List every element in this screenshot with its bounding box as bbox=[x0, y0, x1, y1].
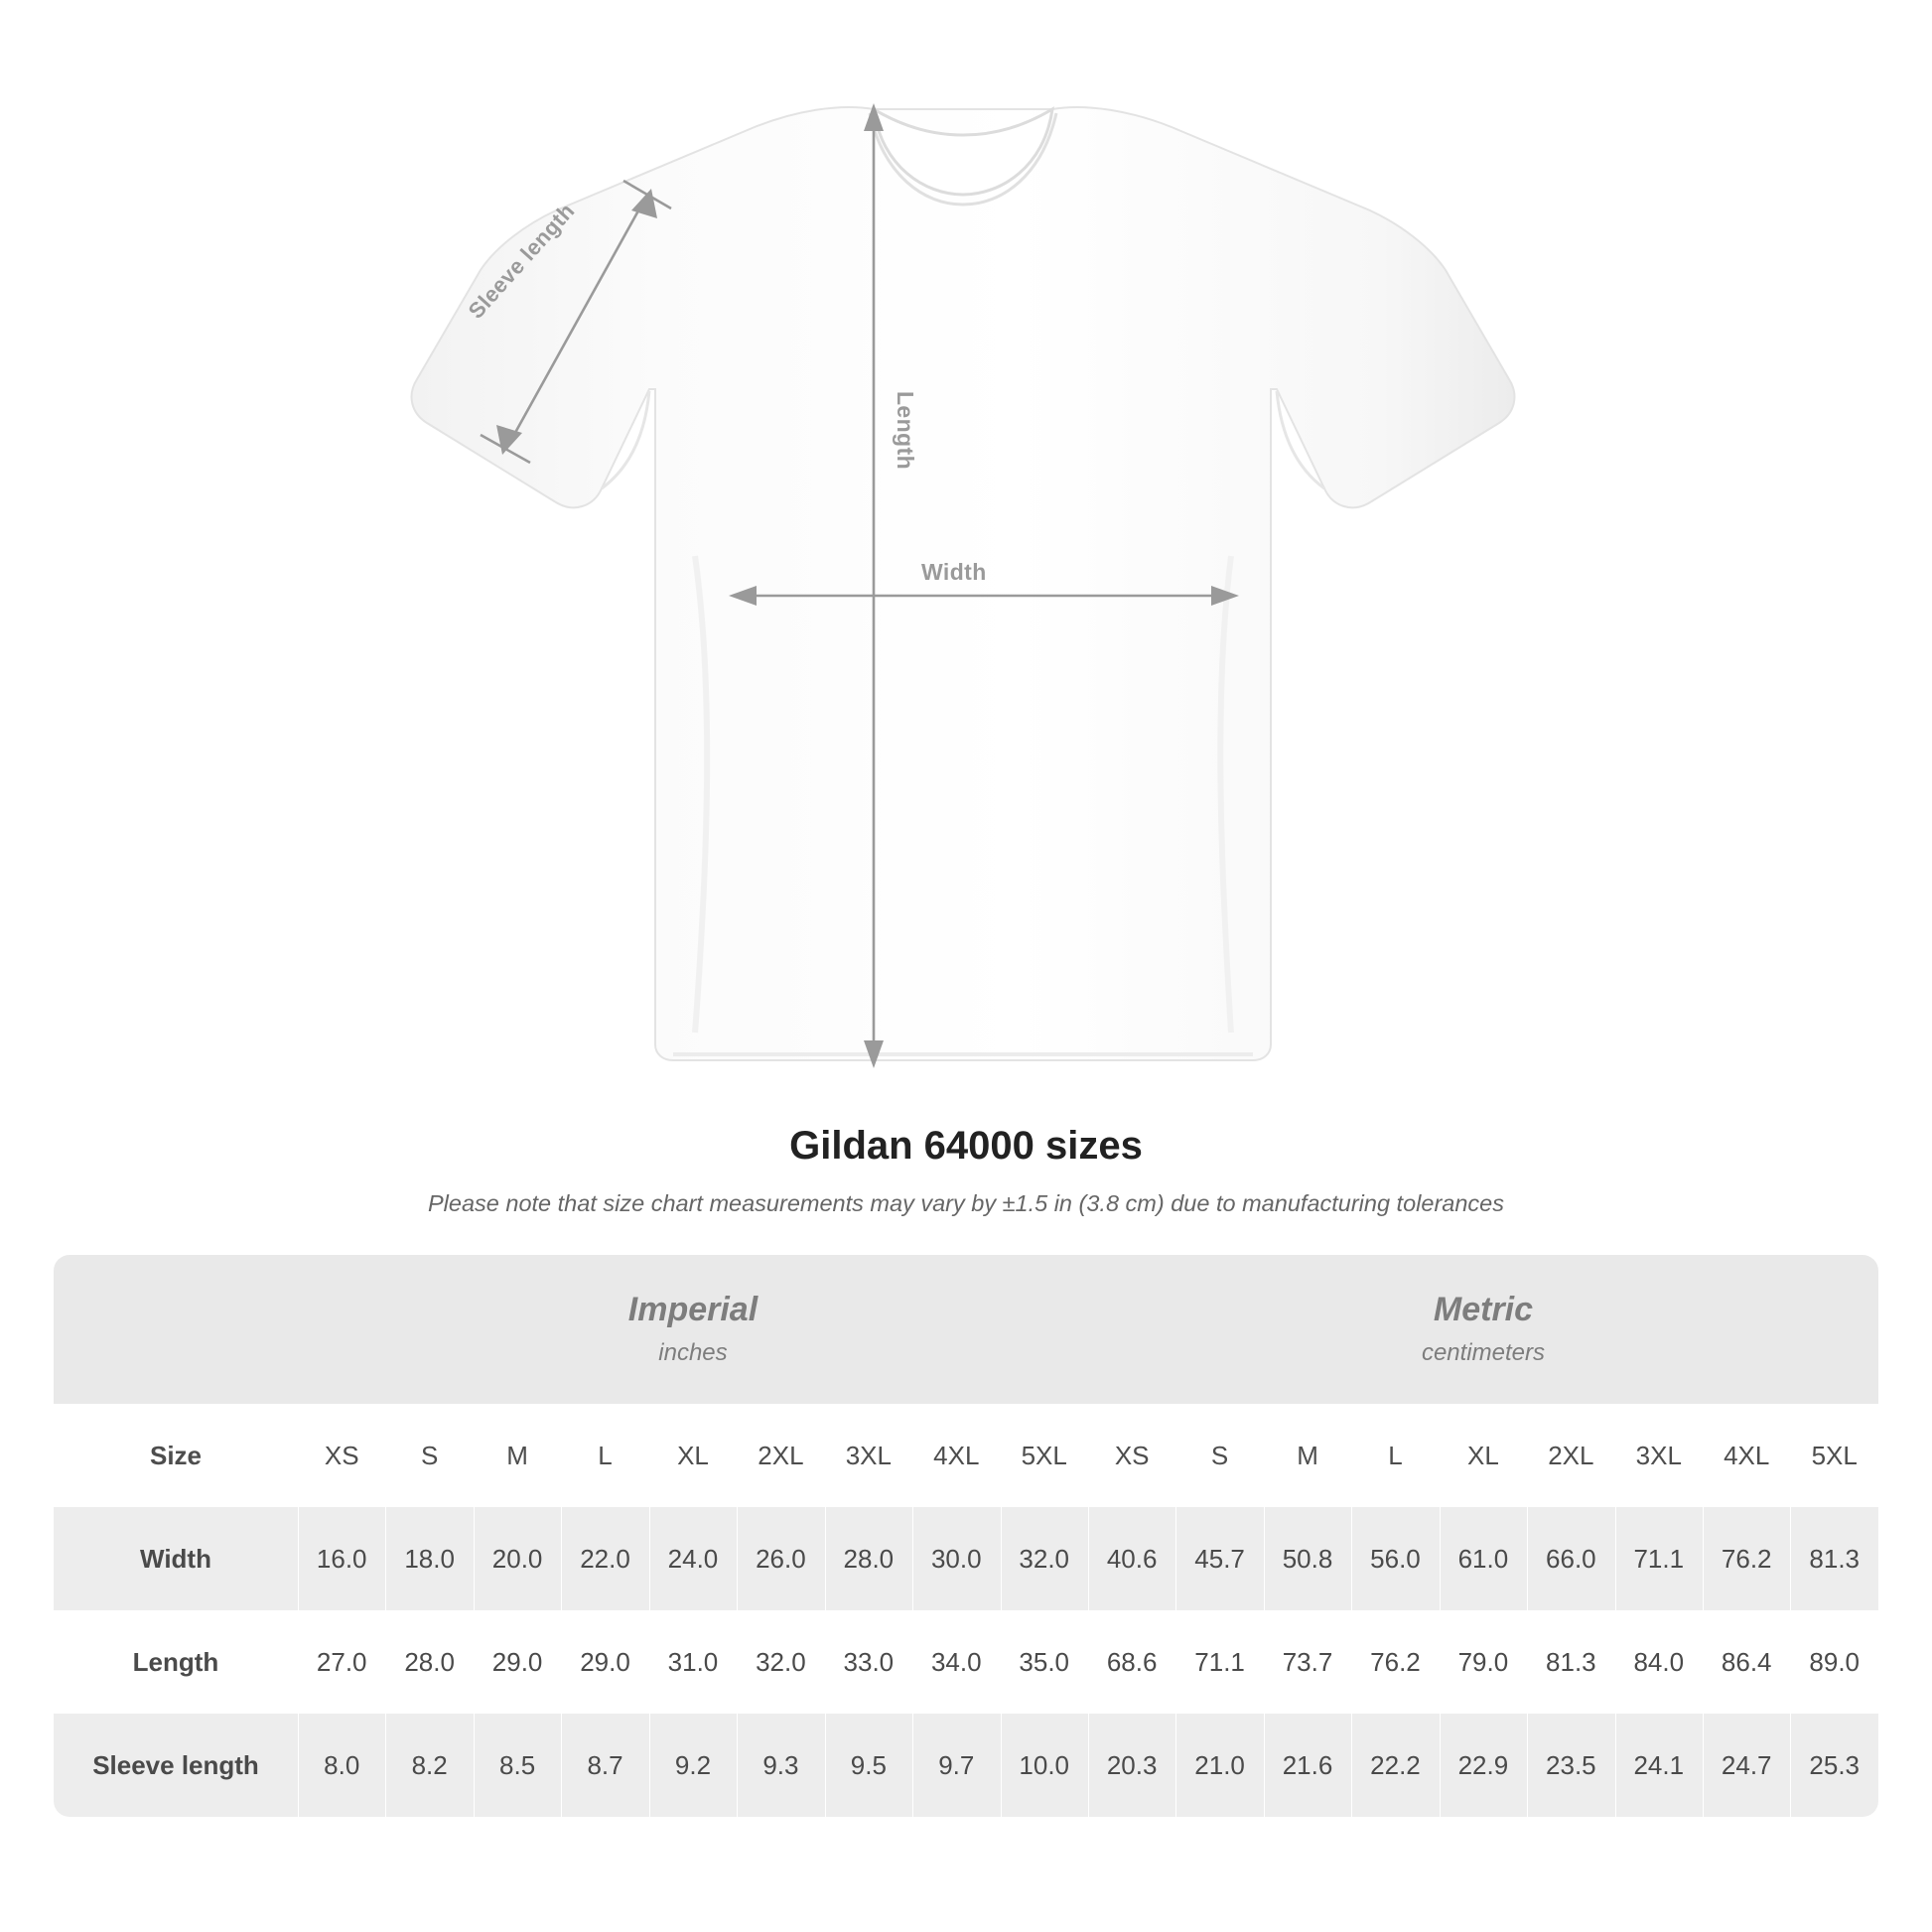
table-row bbox=[54, 1714, 1878, 1817]
table-cell: 30.0 bbox=[912, 1507, 1000, 1610]
table-cell: 20.3 bbox=[1088, 1714, 1175, 1817]
table-cell: 76.2 bbox=[1351, 1610, 1439, 1714]
size-header-cell: S bbox=[385, 1404, 473, 1507]
table-cell: 28.0 bbox=[385, 1610, 473, 1714]
table-row bbox=[54, 1507, 1878, 1610]
size-header-cell: XL bbox=[1440, 1404, 1527, 1507]
table-cell: 22.9 bbox=[1440, 1714, 1527, 1817]
length-dimension-label: Length bbox=[893, 390, 919, 471]
row-label-width: Width bbox=[54, 1507, 298, 1610]
table-cell: 28.0 bbox=[825, 1507, 912, 1610]
width-dimension-label: Width bbox=[921, 559, 987, 585]
table-cell: 50.8 bbox=[1264, 1507, 1351, 1610]
size-header-row bbox=[54, 1404, 1878, 1507]
table-cell: 71.1 bbox=[1175, 1610, 1263, 1714]
table-cell: 9.2 bbox=[649, 1714, 737, 1817]
table-cell: 73.7 bbox=[1264, 1610, 1351, 1714]
table-cell: 8.5 bbox=[474, 1714, 561, 1817]
unit-header-metric bbox=[1088, 1255, 1878, 1404]
metric-sublabel: centimeters bbox=[1421, 1338, 1545, 1366]
unit-header-imperial bbox=[298, 1255, 1088, 1404]
imperial-sublabel: inches bbox=[658, 1338, 728, 1366]
table-cell: 9.3 bbox=[737, 1714, 824, 1817]
size-row-label: Size bbox=[54, 1404, 298, 1507]
size-header-cell: M bbox=[1264, 1404, 1351, 1507]
table-cell: 21.0 bbox=[1175, 1714, 1263, 1817]
table-cell: 22.2 bbox=[1351, 1714, 1439, 1817]
row-label-length: Length bbox=[54, 1610, 298, 1714]
table-cell: 89.0 bbox=[1790, 1610, 1878, 1714]
unit-header-spacer bbox=[54, 1255, 298, 1404]
table-cell: 56.0 bbox=[1351, 1507, 1439, 1610]
table-cell: 26.0 bbox=[737, 1507, 824, 1610]
table-cell: 16.0 bbox=[298, 1507, 385, 1610]
size-header-cell: XS bbox=[298, 1404, 385, 1507]
table-cell: 23.5 bbox=[1527, 1714, 1614, 1817]
page-title: Gildan 64000 sizes bbox=[789, 1124, 1143, 1168]
table-cell: 21.6 bbox=[1264, 1714, 1351, 1817]
sleeve-length-dimension-label: Sleeve length bbox=[463, 198, 580, 324]
table-cell: 84.0 bbox=[1615, 1610, 1703, 1714]
size-table-wrapper bbox=[54, 1255, 1878, 1817]
table-cell: 79.0 bbox=[1440, 1610, 1527, 1714]
table-cell: 18.0 bbox=[385, 1507, 473, 1610]
title-block bbox=[0, 1124, 1932, 1217]
table-cell: 33.0 bbox=[825, 1610, 912, 1714]
table-cell: 40.6 bbox=[1088, 1507, 1175, 1610]
table-cell: 81.3 bbox=[1527, 1610, 1614, 1714]
table-cell: 8.2 bbox=[385, 1714, 473, 1817]
size-header-cell: 5XL bbox=[1790, 1404, 1878, 1507]
table-cell: 61.0 bbox=[1440, 1507, 1527, 1610]
table-cell: 45.7 bbox=[1175, 1507, 1263, 1610]
size-header-cell: 2XL bbox=[737, 1404, 824, 1507]
table-cell: 9.7 bbox=[912, 1714, 1000, 1817]
table-cell: 86.4 bbox=[1703, 1610, 1790, 1714]
table-cell: 76.2 bbox=[1703, 1507, 1790, 1610]
size-header-cell: 4XL bbox=[1703, 1404, 1790, 1507]
table-cell: 29.0 bbox=[474, 1610, 561, 1714]
metric-label: Metric bbox=[1433, 1291, 1534, 1329]
size-header-cell: 4XL bbox=[912, 1404, 1000, 1507]
size-header-cell: 3XL bbox=[1615, 1404, 1703, 1507]
table-cell: 25.3 bbox=[1790, 1714, 1878, 1817]
size-header-cell: L bbox=[561, 1404, 648, 1507]
size-header-cell: S bbox=[1175, 1404, 1263, 1507]
table-cell: 10.0 bbox=[1001, 1714, 1088, 1817]
size-header-cell: 2XL bbox=[1527, 1404, 1614, 1507]
unit-header-row bbox=[54, 1255, 1878, 1404]
table-cell: 29.0 bbox=[561, 1610, 648, 1714]
table-cell: 8.7 bbox=[561, 1714, 648, 1817]
table-cell: 35.0 bbox=[1001, 1610, 1088, 1714]
table-cell: 24.1 bbox=[1615, 1714, 1703, 1817]
size-header-cell: M bbox=[474, 1404, 561, 1507]
size-table bbox=[54, 1255, 1878, 1817]
size-header-cell: XL bbox=[649, 1404, 737, 1507]
size-header-cell: 3XL bbox=[825, 1404, 912, 1507]
tolerance-note: Please note that size chart measurements may vary by ±1.5 in (3.8 cm) due to manufacturing tolerances bbox=[428, 1190, 1504, 1216]
table-cell: 32.0 bbox=[737, 1610, 824, 1714]
table-cell: 34.0 bbox=[912, 1610, 1000, 1714]
table-cell: 32.0 bbox=[1001, 1507, 1088, 1610]
table-cell: 20.0 bbox=[474, 1507, 561, 1610]
table-cell: 81.3 bbox=[1790, 1507, 1878, 1610]
row-label-sleeve-length: Sleeve length bbox=[54, 1714, 298, 1817]
size-header-cell: XS bbox=[1088, 1404, 1175, 1507]
table-cell: 24.0 bbox=[649, 1507, 737, 1610]
table-cell: 71.1 bbox=[1615, 1507, 1703, 1610]
table-cell: 66.0 bbox=[1527, 1507, 1614, 1610]
table-cell: 31.0 bbox=[649, 1610, 737, 1714]
size-header-cell: 5XL bbox=[1001, 1404, 1088, 1507]
table-cell: 24.7 bbox=[1703, 1714, 1790, 1817]
table-cell: 22.0 bbox=[561, 1507, 648, 1610]
table-cell: 27.0 bbox=[298, 1610, 385, 1714]
table-cell: 8.0 bbox=[298, 1714, 385, 1817]
imperial-label: Imperial bbox=[627, 1291, 759, 1329]
size-header-cell: L bbox=[1351, 1404, 1439, 1507]
table-cell: 68.6 bbox=[1088, 1610, 1175, 1714]
table-row bbox=[54, 1610, 1878, 1714]
table-cell: 9.5 bbox=[825, 1714, 912, 1817]
